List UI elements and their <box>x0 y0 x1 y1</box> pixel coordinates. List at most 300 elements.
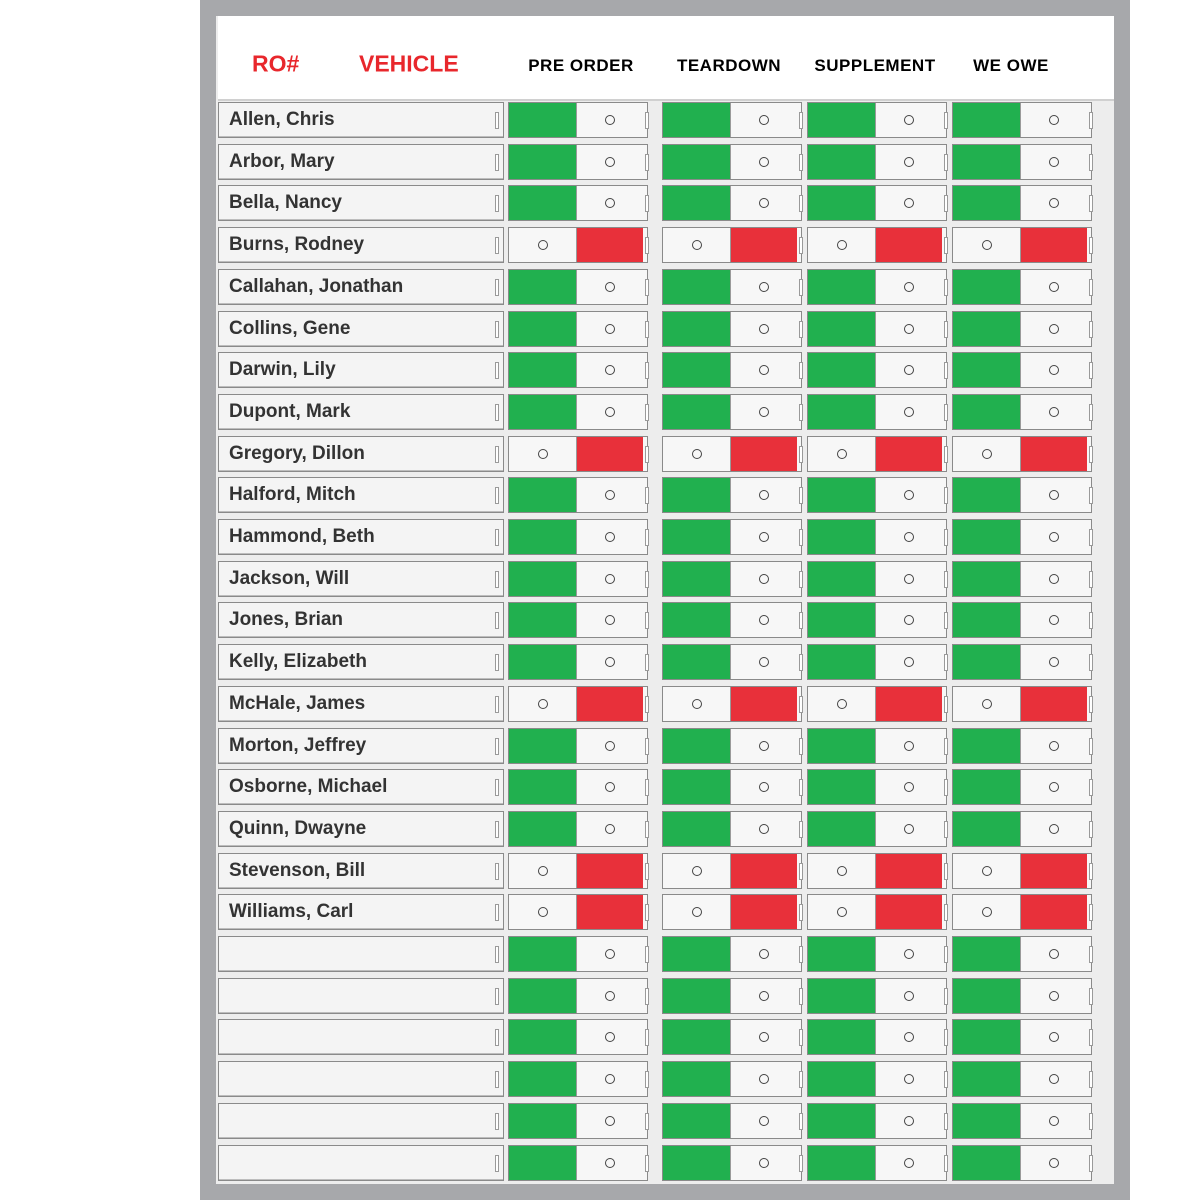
status-toggle-pre-order[interactable] <box>508 894 648 930</box>
status-off-half <box>875 478 942 512</box>
status-off-half <box>730 603 797 637</box>
magnet-notch <box>944 988 948 1005</box>
status-toggle-teardown[interactable] <box>662 227 802 263</box>
status-toggle-supplement[interactable] <box>807 561 947 597</box>
status-green-half <box>953 520 1020 554</box>
magnet-notch <box>1089 988 1093 1005</box>
status-toggle-supplement[interactable] <box>807 477 947 513</box>
status-toggle-teardown[interactable] <box>662 811 802 847</box>
status-toggle-we-owe[interactable] <box>952 436 1092 472</box>
card-notch <box>495 321 499 338</box>
status-toggle-supplement[interactable] <box>807 144 947 180</box>
status-toggle-pre-order[interactable] <box>508 227 648 263</box>
card-notch <box>495 654 499 671</box>
status-toggle-supplement[interactable] <box>807 227 947 263</box>
magnet-notch <box>1089 362 1093 379</box>
status-red-half <box>1020 687 1087 721</box>
status-toggle-we-owe[interactable] <box>952 185 1092 221</box>
magnet-notch <box>1089 154 1093 171</box>
status-toggle-pre-order[interactable] <box>508 602 648 638</box>
name-card[interactable] <box>218 519 504 555</box>
indicator-circle-icon <box>759 115 769 125</box>
indicator-circle-icon <box>982 240 992 250</box>
customer-name: Gregory, Dillon <box>229 443 365 464</box>
board-row <box>218 728 1098 766</box>
status-red-half <box>875 228 942 262</box>
status-toggle-we-owe[interactable] <box>952 769 1092 805</box>
card-notch <box>495 779 499 796</box>
status-toggle-pre-order[interactable] <box>508 978 648 1014</box>
magnet-notch <box>799 696 803 713</box>
indicator-circle-icon <box>1049 532 1059 542</box>
status-toggle-teardown[interactable] <box>662 144 802 180</box>
status-toggle-we-owe[interactable] <box>952 811 1092 847</box>
status-toggle-teardown[interactable] <box>662 853 802 889</box>
name-card[interactable] <box>218 1019 504 1055</box>
card-notch <box>495 404 499 421</box>
status-toggle-supplement[interactable] <box>807 436 947 472</box>
magnet-notch <box>1089 446 1093 463</box>
status-off-half <box>730 729 797 763</box>
status-red-half <box>875 895 942 929</box>
status-off-half <box>730 812 797 846</box>
indicator-circle-icon <box>759 157 769 167</box>
status-toggle-we-owe[interactable] <box>952 144 1092 180</box>
name-card[interactable] <box>218 352 504 388</box>
status-off-half <box>1020 312 1087 346</box>
name-card[interactable] <box>218 602 504 638</box>
name-card[interactable] <box>218 227 504 263</box>
board-row <box>218 477 1098 515</box>
magnet-notch <box>1089 279 1093 296</box>
status-red-half <box>576 687 643 721</box>
status-toggle-supplement[interactable] <box>807 811 947 847</box>
status-toggle-we-owe[interactable] <box>952 1061 1092 1097</box>
magnet-notch <box>944 904 948 921</box>
status-green-half <box>509 312 576 346</box>
name-card[interactable] <box>218 894 504 930</box>
indicator-circle-icon <box>1049 157 1059 167</box>
indicator-circle-icon <box>904 198 914 208</box>
status-toggle-we-owe[interactable] <box>952 311 1092 347</box>
status-off-half <box>875 979 942 1013</box>
board-row <box>218 686 1098 724</box>
status-toggle-pre-order[interactable] <box>508 769 648 805</box>
status-green-half <box>808 395 875 429</box>
status-green-half <box>808 603 875 637</box>
status-green-half <box>953 395 1020 429</box>
magnet-notch <box>1089 1029 1093 1046</box>
indicator-circle-icon <box>904 115 914 125</box>
name-card[interactable] <box>218 436 504 472</box>
status-toggle-supplement[interactable] <box>807 1145 947 1181</box>
magnet-notch <box>1089 1071 1093 1088</box>
status-toggle-pre-order[interactable] <box>508 394 648 430</box>
name-card[interactable] <box>218 269 504 305</box>
board-row <box>218 602 1098 640</box>
status-off-half <box>875 353 942 387</box>
status-off-half <box>875 812 942 846</box>
card-notch <box>495 863 499 880</box>
indicator-circle-icon <box>904 1032 914 1042</box>
status-toggle-we-owe[interactable] <box>952 1019 1092 1055</box>
status-red-half <box>576 437 643 471</box>
status-toggle-pre-order[interactable] <box>508 936 648 972</box>
magnet-notch <box>645 1029 649 1046</box>
name-card[interactable] <box>218 144 504 180</box>
status-green-half <box>509 1062 576 1096</box>
status-toggle-teardown[interactable] <box>662 269 802 305</box>
name-card[interactable] <box>218 853 504 889</box>
status-toggle-supplement[interactable] <box>807 394 947 430</box>
name-card[interactable] <box>218 1145 504 1181</box>
magnet-notch <box>799 321 803 338</box>
status-off-half <box>1020 770 1087 804</box>
status-toggle-we-owe[interactable] <box>952 477 1092 513</box>
customer-name: Bella, Nancy <box>229 192 342 213</box>
status-off-half <box>1020 1146 1087 1180</box>
indicator-circle-icon <box>605 615 615 625</box>
status-toggle-pre-order[interactable] <box>508 561 648 597</box>
status-off-half <box>576 562 643 596</box>
status-off-half <box>730 937 797 971</box>
status-green-half <box>663 979 730 1013</box>
status-toggle-we-owe[interactable] <box>952 936 1092 972</box>
status-toggle-supplement[interactable] <box>807 1019 947 1055</box>
status-toggle-pre-order[interactable] <box>508 477 648 513</box>
status-green-half <box>509 520 576 554</box>
status-off-half <box>663 228 730 262</box>
status-toggle-supplement[interactable] <box>807 269 947 305</box>
magnet-notch <box>799 904 803 921</box>
board-row <box>218 185 1098 223</box>
status-off-half <box>875 603 942 637</box>
indicator-circle-icon <box>759 991 769 1001</box>
magnet-notch <box>799 154 803 171</box>
magnet-notch <box>645 821 649 838</box>
name-card[interactable] <box>218 644 504 680</box>
status-toggle-pre-order[interactable] <box>508 853 648 889</box>
status-toggle-supplement[interactable] <box>807 769 947 805</box>
indicator-circle-icon <box>759 1032 769 1042</box>
status-off-half <box>875 770 942 804</box>
name-card[interactable] <box>218 1061 504 1097</box>
magnet-notch <box>645 112 649 129</box>
status-off-half <box>1020 520 1087 554</box>
magnet-notch <box>944 154 948 171</box>
magnet-notch <box>799 404 803 421</box>
name-card[interactable] <box>218 394 504 430</box>
status-toggle-pre-order[interactable] <box>508 1103 648 1139</box>
status-off-half <box>875 729 942 763</box>
indicator-circle-icon <box>837 866 847 876</box>
indicator-circle-icon <box>982 866 992 876</box>
status-toggle-we-owe[interactable] <box>952 394 1092 430</box>
status-toggle-teardown[interactable] <box>662 1019 802 1055</box>
status-toggle-pre-order[interactable] <box>508 352 648 388</box>
status-toggle-pre-order[interactable] <box>508 311 648 347</box>
status-toggle-teardown[interactable] <box>662 352 802 388</box>
status-toggle-supplement[interactable] <box>807 311 947 347</box>
indicator-circle-icon <box>759 1074 769 1084</box>
name-card[interactable] <box>218 561 504 597</box>
status-toggle-pre-order[interactable] <box>508 644 648 680</box>
status-toggle-supplement[interactable] <box>807 894 947 930</box>
indicator-circle-icon <box>904 324 914 334</box>
status-off-half <box>576 145 643 179</box>
status-off-half <box>730 353 797 387</box>
magnet-notch <box>944 779 948 796</box>
status-toggle-teardown[interactable] <box>662 1103 802 1139</box>
status-toggle-pre-order[interactable] <box>508 1061 648 1097</box>
status-toggle-teardown[interactable] <box>662 394 802 430</box>
status-toggle-supplement[interactable] <box>807 352 947 388</box>
indicator-circle-icon <box>1049 324 1059 334</box>
status-toggle-we-owe[interactable] <box>952 269 1092 305</box>
status-toggle-teardown[interactable] <box>662 978 802 1014</box>
name-card[interactable] <box>218 311 504 347</box>
magnet-notch <box>1089 487 1093 504</box>
magnet-notch <box>1089 612 1093 629</box>
status-green-half <box>808 979 875 1013</box>
status-toggle-teardown[interactable] <box>662 936 802 972</box>
status-toggle-we-owe[interactable] <box>952 102 1092 138</box>
name-card[interactable] <box>218 769 504 805</box>
board-row <box>218 894 1098 932</box>
indicator-circle-icon <box>1049 574 1059 584</box>
status-off-half <box>1020 186 1087 220</box>
status-toggle-teardown[interactable] <box>662 102 802 138</box>
card-notch <box>495 154 499 171</box>
magnet-notch <box>944 112 948 129</box>
indicator-circle-icon <box>759 407 769 417</box>
customer-name: Quinn, Dwayne <box>229 818 367 839</box>
status-green-half <box>953 353 1020 387</box>
status-green-half <box>509 353 576 387</box>
customer-name: Allen, Chris <box>229 109 335 130</box>
status-toggle-we-owe[interactable] <box>952 227 1092 263</box>
magnet-notch <box>645 321 649 338</box>
name-card[interactable] <box>218 978 504 1014</box>
status-toggle-pre-order[interactable] <box>508 1019 648 1055</box>
indicator-circle-icon <box>904 949 914 959</box>
status-toggle-pre-order[interactable] <box>508 811 648 847</box>
status-off-half <box>1020 562 1087 596</box>
status-toggle-supplement[interactable] <box>807 728 947 764</box>
name-card[interactable] <box>218 1103 504 1139</box>
board-row <box>218 352 1098 390</box>
status-toggle-supplement[interactable] <box>807 936 947 972</box>
status-red-half <box>576 854 643 888</box>
status-toggle-teardown[interactable] <box>662 602 802 638</box>
status-toggle-pre-order[interactable] <box>508 686 648 722</box>
status-off-half <box>576 1146 643 1180</box>
status-off-half <box>509 687 576 721</box>
status-off-half <box>953 228 1020 262</box>
status-green-half <box>808 812 875 846</box>
status-green-half <box>509 603 576 637</box>
status-off-half <box>576 478 643 512</box>
magnet-notch <box>645 738 649 755</box>
status-off-half <box>1020 937 1087 971</box>
status-toggle-teardown[interactable] <box>662 1061 802 1097</box>
magnet-notch <box>1089 571 1093 588</box>
card-notch <box>495 195 499 212</box>
magnet-notch <box>944 612 948 629</box>
indicator-circle-icon <box>759 782 769 792</box>
name-card[interactable] <box>218 811 504 847</box>
status-off-half <box>509 228 576 262</box>
status-toggle-teardown[interactable] <box>662 644 802 680</box>
status-toggle-teardown[interactable] <box>662 686 802 722</box>
status-toggle-pre-order[interactable] <box>508 185 648 221</box>
magnet-notch <box>944 279 948 296</box>
indicator-circle-icon <box>1049 741 1059 751</box>
magnet-notch <box>645 487 649 504</box>
indicator-circle-icon <box>692 240 702 250</box>
status-green-half <box>953 1104 1020 1138</box>
magnet-notch <box>944 696 948 713</box>
indicator-circle-icon <box>605 157 615 167</box>
status-toggle-teardown[interactable] <box>662 185 802 221</box>
status-toggle-we-owe[interactable] <box>952 1103 1092 1139</box>
status-toggle-supplement[interactable] <box>807 1061 947 1097</box>
status-toggle-we-owe[interactable] <box>952 602 1092 638</box>
status-toggle-teardown[interactable] <box>662 561 802 597</box>
indicator-circle-icon <box>904 615 914 625</box>
card-notch <box>495 571 499 588</box>
status-toggle-teardown[interactable] <box>662 1145 802 1181</box>
status-green-half <box>509 270 576 304</box>
status-toggle-supplement[interactable] <box>807 644 947 680</box>
status-toggle-supplement[interactable] <box>807 185 947 221</box>
status-green-half <box>808 186 875 220</box>
board-row <box>218 811 1098 849</box>
status-toggle-we-owe[interactable] <box>952 728 1092 764</box>
status-off-half <box>576 312 643 346</box>
magnet-notch <box>645 863 649 880</box>
name-card[interactable] <box>218 102 504 138</box>
status-toggle-supplement[interactable] <box>807 1103 947 1139</box>
status-toggle-we-owe[interactable] <box>952 1145 1092 1181</box>
status-toggle-pre-order[interactable] <box>508 144 648 180</box>
name-card[interactable] <box>218 185 504 221</box>
status-green-half <box>509 395 576 429</box>
indicator-circle-icon <box>692 907 702 917</box>
status-toggle-supplement[interactable] <box>807 978 947 1014</box>
indicator-circle-icon <box>538 449 548 459</box>
status-toggle-supplement[interactable] <box>807 853 947 889</box>
status-toggle-supplement[interactable] <box>807 102 947 138</box>
indicator-circle-icon <box>1049 1032 1059 1042</box>
status-toggle-teardown[interactable] <box>662 728 802 764</box>
status-toggle-teardown[interactable] <box>662 436 802 472</box>
magnet-notch <box>944 1113 948 1130</box>
status-toggle-pre-order[interactable] <box>508 436 648 472</box>
status-green-half <box>509 729 576 763</box>
status-green-half <box>953 937 1020 971</box>
indicator-circle-icon <box>759 198 769 208</box>
status-off-half <box>576 770 643 804</box>
status-toggle-pre-order[interactable] <box>508 728 648 764</box>
status-green-half <box>663 270 730 304</box>
status-toggle-we-owe[interactable] <box>952 644 1092 680</box>
status-toggle-we-owe[interactable] <box>952 894 1092 930</box>
status-toggle-teardown[interactable] <box>662 769 802 805</box>
board-row <box>218 936 1098 974</box>
magnet-notch <box>645 529 649 546</box>
indicator-circle-icon <box>837 240 847 250</box>
status-toggle-teardown[interactable] <box>662 519 802 555</box>
magnet-notch <box>1089 779 1093 796</box>
board-row <box>218 519 1098 557</box>
status-green-half <box>808 770 875 804</box>
board-row <box>218 311 1098 349</box>
status-toggle-we-owe[interactable] <box>952 686 1092 722</box>
card-notch <box>495 446 499 463</box>
name-card[interactable] <box>218 477 504 513</box>
board-row <box>218 1103 1098 1141</box>
status-toggle-we-owe[interactable] <box>952 561 1092 597</box>
status-toggle-teardown[interactable] <box>662 311 802 347</box>
indicator-circle-icon <box>982 699 992 709</box>
magnet-notch <box>799 863 803 880</box>
status-toggle-supplement[interactable] <box>807 602 947 638</box>
status-toggle-teardown[interactable] <box>662 894 802 930</box>
status-green-half <box>953 645 1020 679</box>
status-toggle-pre-order[interactable] <box>508 102 648 138</box>
status-toggle-pre-order[interactable] <box>508 1145 648 1181</box>
status-off-half <box>1020 395 1087 429</box>
magnet-notch <box>799 112 803 129</box>
indicator-circle-icon <box>605 1074 615 1084</box>
status-toggle-we-owe[interactable] <box>952 519 1092 555</box>
customer-name: Callahan, Jonathan <box>229 276 404 297</box>
status-toggle-teardown[interactable] <box>662 477 802 513</box>
status-off-half <box>875 937 942 971</box>
status-green-half <box>509 103 576 137</box>
name-card[interactable] <box>218 728 504 764</box>
board-row <box>218 561 1098 599</box>
indicator-circle-icon <box>1049 1074 1059 1084</box>
name-card[interactable] <box>218 686 504 722</box>
status-toggle-we-owe[interactable] <box>952 853 1092 889</box>
status-toggle-pre-order[interactable] <box>508 269 648 305</box>
status-toggle-pre-order[interactable] <box>508 519 648 555</box>
indicator-circle-icon <box>1049 407 1059 417</box>
status-green-half <box>808 312 875 346</box>
status-green-half <box>953 145 1020 179</box>
status-toggle-supplement[interactable] <box>807 686 947 722</box>
card-notch <box>495 1155 499 1172</box>
magnet-notch <box>645 654 649 671</box>
name-card[interactable] <box>218 936 504 972</box>
status-toggle-supplement[interactable] <box>807 519 947 555</box>
magnet-notch <box>944 654 948 671</box>
status-green-half <box>808 1020 875 1054</box>
status-green-half <box>509 1020 576 1054</box>
card-notch <box>495 946 499 963</box>
card-notch <box>495 487 499 504</box>
status-green-half <box>663 1104 730 1138</box>
status-off-half <box>509 854 576 888</box>
status-toggle-we-owe[interactable] <box>952 352 1092 388</box>
status-green-half <box>953 312 1020 346</box>
indicator-circle-icon <box>904 157 914 167</box>
indicator-circle-icon <box>605 991 615 1001</box>
customer-name: Stevenson, Bill <box>229 860 366 881</box>
status-toggle-we-owe[interactable] <box>952 978 1092 1014</box>
